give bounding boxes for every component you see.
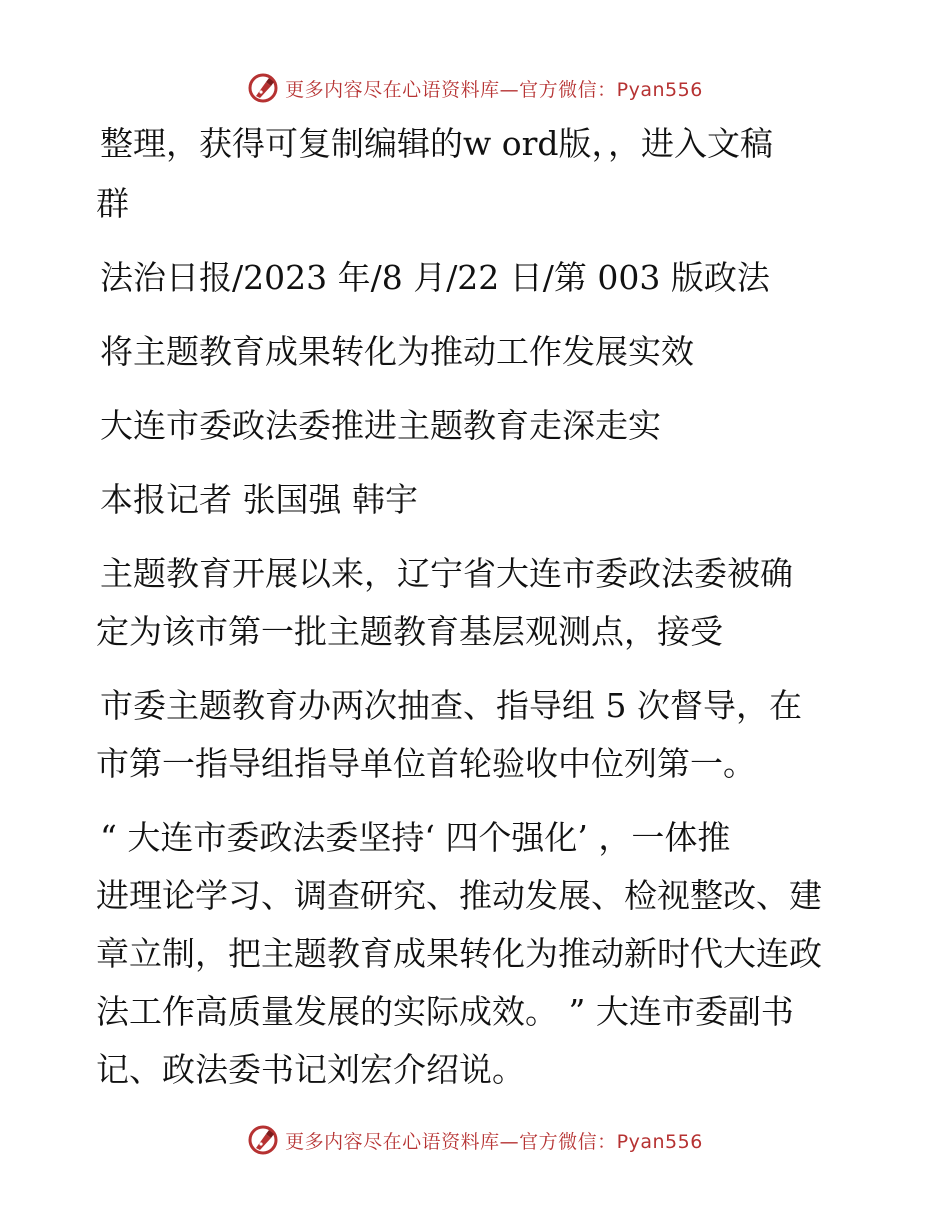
text-line-2: 群 — [96, 184, 129, 223]
paragraph-2-line-2: 市第一指导组指导单位首轮验收中位列第一。 — [96, 744, 756, 783]
byline: 本报记者 张国强 韩宇 — [100, 480, 418, 519]
paragraph-3-line-3: 章立制，把主题教育成果转化为推动新时代大连政 — [96, 934, 822, 973]
paragraph-1-line-2: 定为该市第一批主题教育基层观测点，接受 — [96, 612, 723, 651]
pen-nib-logo-icon — [247, 72, 279, 104]
watermark-header — [0, 68, 950, 108]
paragraph-3-line-2: 进理论学习、调查研究、推动发展、检视整改、建 — [96, 876, 822, 915]
paragraph-3-line-4: 法工作高质量发展的实际成效。 ” 大连市委副书 — [96, 992, 794, 1031]
article-title: 将主题教育成果转化为推动工作发展实效 — [100, 332, 694, 371]
source-line: 法治日报/2023 年/8 月/22 日/第 003 版政法 — [100, 258, 770, 297]
watermark-text: 更多内容尽在心语资料库—官方微信：Pyan556 — [285, 1130, 703, 1153]
pen-nib-logo-icon — [247, 1124, 279, 1156]
watermark-footer — [0, 1120, 950, 1160]
paragraph-3-line-1: “ 大连市委政法委坚持‘ 四个强化’ ，一体推 — [100, 818, 731, 857]
paragraph-3-line-5: 记、政法委书记刘宏介绍说。 — [96, 1050, 525, 1089]
watermark-text: 更多内容尽在心语资料库—官方微信：Pyan556 — [285, 78, 703, 101]
text-line-1: 整理，获得可复制编辑的w ord版，，进入文稿 — [100, 124, 774, 163]
article-subtitle: 大连市委政法委推进主题教育走深走实 — [100, 406, 661, 445]
paragraph-2-line-1: 市委主题教育办两次抽查、指导组 5 次督导，在 — [100, 686, 802, 725]
paragraph-1-line-1: 主题教育开展以来，辽宁省大连市委政法委被确 — [100, 554, 793, 593]
